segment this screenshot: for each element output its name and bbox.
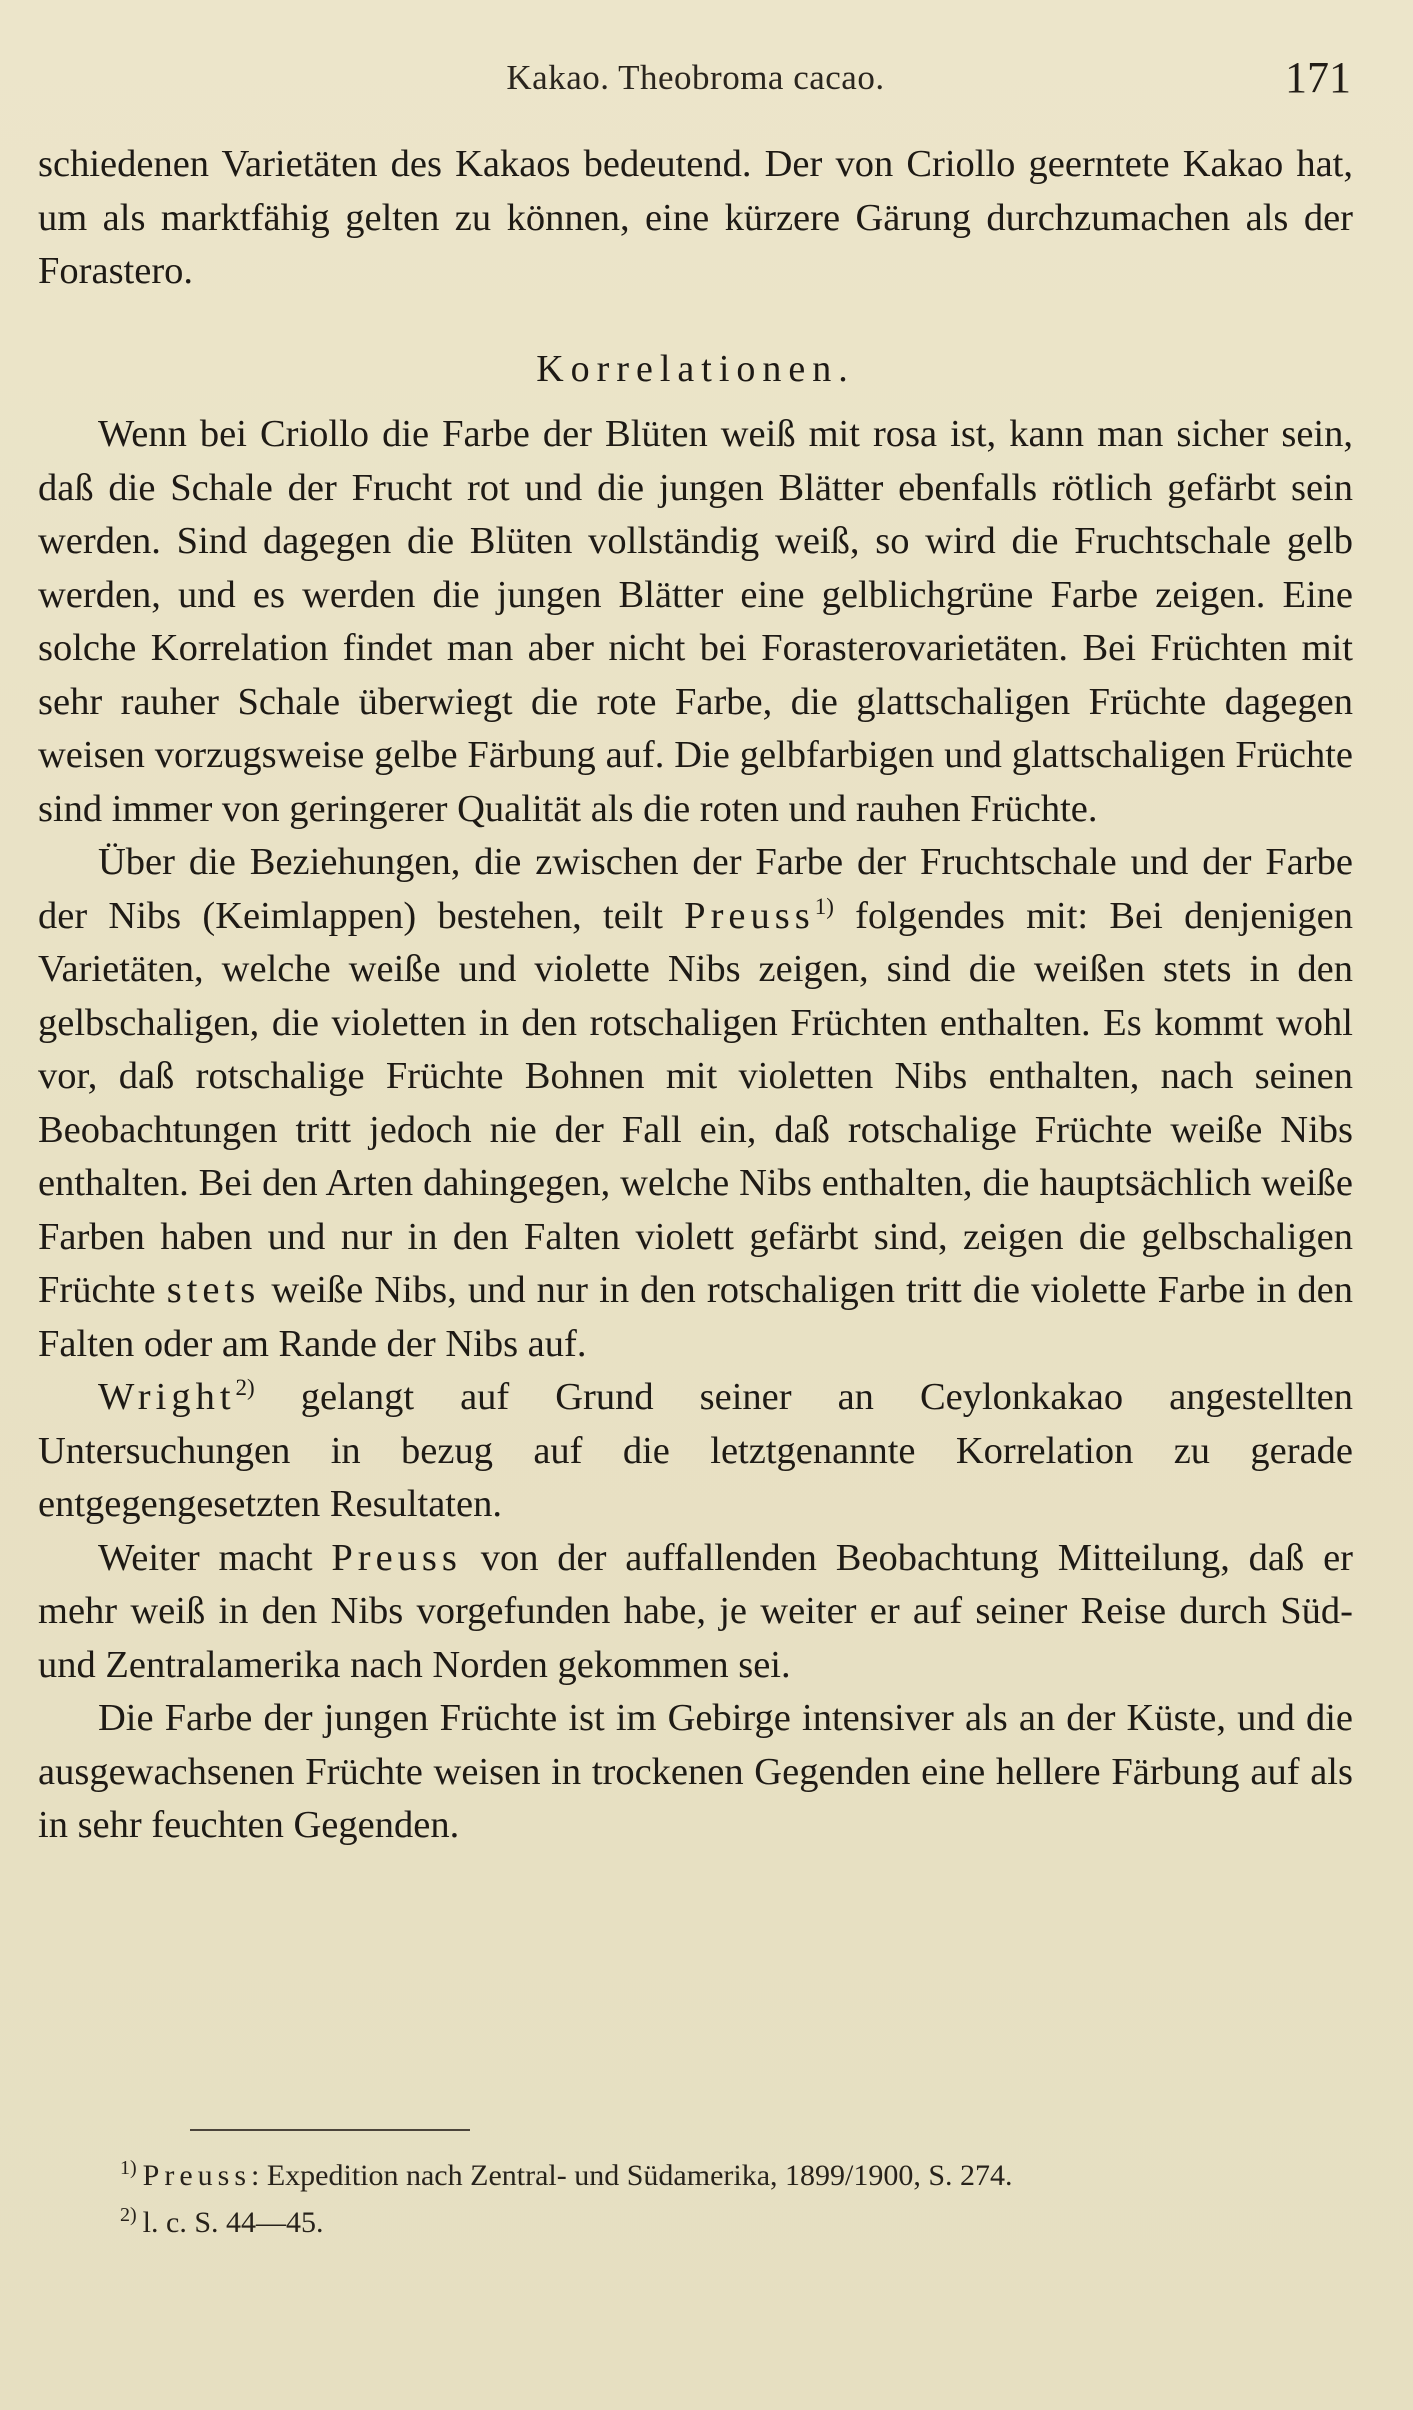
footnote-text: : Expedition nach Zentral- und Südamerika, 1899/1900, S. 274. xyxy=(251,2159,1013,2192)
emphasis-stets: stets xyxy=(166,1269,261,1311)
author-name-preuss: Preuss xyxy=(684,894,815,937)
text-segment: Über die Beziehungen, die zwischen der Farbe der Fruchtschale und der Farbe der Nibs (Keimlappen) bestehen, teilt xyxy=(38,841,1353,937)
paragraph-fruit-color: Die Farbe der jungen Früchte ist im Gebirge intensiver als an der Küste, und die ausgewachsenen Früchte weisen in trockenen Gegenden eine hellere Färbung auf als in sehr feuchten Gegenden. xyxy=(38,1697,1353,1846)
footnote-ref-2: 2) xyxy=(235,1375,255,1401)
text-segment: gelangt auf Grund seiner an Ceylonkakao angestellten Untersuchungen in bezug auf die letztgenannte Korrelation zu gerade entgegengesetzten Resultaten. xyxy=(38,1376,1353,1525)
section-heading: Korrelationen. xyxy=(536,347,855,390)
text-segment: Weiter macht xyxy=(98,1536,313,1579)
text-segment: weiße Nibs, und nur in den rotschaligen tritt die violette Farbe in den Falten oder am Rande der Nibs auf. xyxy=(38,1269,1354,1365)
footnote-mark: 1) xyxy=(120,2157,137,2179)
footnote-1 xyxy=(120,2152,1360,2199)
page-header xyxy=(38,50,1353,110)
paragraph-preuss-observation xyxy=(38,1532,1353,1693)
text-segment: folgendes mit: Bei denjenigen Varietäten, welche weiße und violette Nibs zeigen, sind die weißen stets in den gelbschaligen, die violetten in den rotschaligen Früchten enthalten. Es kommt wohl vor, daß rotschalige Früchte Bohnen mit violetten Nibs enthalten, nach seinen Beobachtungen tritt jedoch nie der Fall ein, daß rotschalige Früchte weiße Nibs enthalten. Bei den Arten dahingegen, welche Nibs enthalten, die hauptsächlich weiße Farben haben und nur in den Falten violett gefärbt sind, zeigen die gelbschaligen Früchte xyxy=(38,894,1354,1311)
footnote-2 xyxy=(120,2199,1360,2246)
paragraph-criollo-correlation: Wenn bei Criollo die Farbe der Blüten weiß mit rosa ist, kann man sicher sein, daß die Schale der Frucht rot und die jungen Blätter ebenfalls rötlich gefärbt sein werden. Sind dagegen die Blüten vollständig weiß, so wird die Fruchtschale gelb werden, und es werden die jungen Blätter eine gelblichgrüne Farbe zeigen. Eine solche Korrelation findet man aber nicht bei Forasterovarietäten. Bei Früchten mit sehr rauher Schale überwiegt die rote Farbe, die glattschaligen Früchte dagegen weisen vorzugsweise gelbe Färbung auf. Die gelbfarbigen und glattschaligen Früchte sind immer von geringerer Qualität als die roten und rauhen Früchte. xyxy=(38,413,1353,830)
main-text xyxy=(38,138,1353,1853)
text-segment: von der auffallenden Beobachtung Mitteilung, daß er mehr weiß in den Nibs vorgefunden habe, je weiter er auf seiner Reise durch Süd- und Zentralamerika nach Norden gekommen sei. xyxy=(38,1536,1353,1686)
footnote-ref-1: 1) xyxy=(814,893,834,919)
paragraph-wright xyxy=(38,1371,1353,1532)
footnotes xyxy=(120,2152,1360,2246)
running-title: Kakao. Theobroma cacao. xyxy=(506,58,885,97)
author-name-wright: Wright xyxy=(98,1376,236,1418)
footnote-divider xyxy=(190,2129,470,2131)
footnote-mark: 2) xyxy=(120,2204,137,2226)
page-number: 171 xyxy=(1285,53,1351,102)
footnote-text: l. c. S. 44—45. xyxy=(142,2206,324,2239)
paragraph-continuation: schiedenen Varietäten des Kakaos bedeutend. Der von Criollo geerntete Kakao hat, um als marktfähig gelten zu können, eine kürzere Gärung durchzumachen als der Forastero. xyxy=(38,143,1353,292)
footnote-author: Preuss xyxy=(142,2159,252,2192)
author-name-preuss: Preuss xyxy=(331,1536,462,1579)
paragraph-preuss-nibs xyxy=(38,836,1353,1371)
